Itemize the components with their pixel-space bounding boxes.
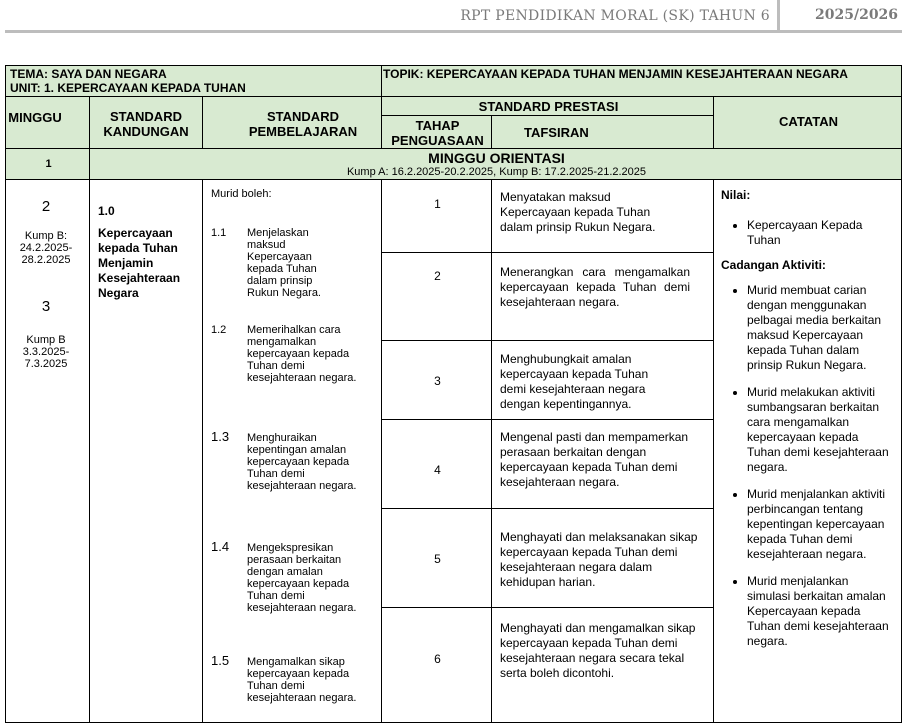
sk-number: 1.0 bbox=[98, 204, 115, 218]
sp-item-number: 1.3 bbox=[211, 429, 230, 444]
aktiviti-list bbox=[721, 283, 893, 661]
week-2-number: 2 bbox=[41, 198, 51, 215]
tema-text: TEMA: SAYA DAN NEGARA bbox=[10, 67, 167, 81]
tp-level-cell bbox=[381, 508, 492, 608]
page-header bbox=[0, 0, 902, 34]
nilai-label: Nilai: bbox=[721, 188, 751, 202]
col-prestasi-label: STANDARD PRESTASI bbox=[478, 99, 619, 114]
sp-item-number: 1.5 bbox=[211, 653, 230, 668]
aktiviti-item: • Murid menjalankan aktiviti perbincangan tentang kepentingan kepercayaan kepada Tuhan demi kesejahteraan negara. bbox=[747, 487, 893, 562]
sp-item-number: 1.4 bbox=[211, 539, 230, 554]
aktiviti-item: • Murid melakukan aktiviti sumbangsaran berkaitan cara mengamalkan kepercayaan kepada Tuhan demi kesejahteraan negara. bbox=[747, 385, 893, 475]
tp-desc-cell bbox=[491, 179, 714, 253]
sk-title: Kepercayaan kepada Tuhan Menjamin Kesejahteraan Negara bbox=[98, 226, 181, 300]
topik-cell bbox=[381, 65, 902, 97]
minggu-cell bbox=[5, 179, 90, 723]
col-minggu-label: MINGGU bbox=[8, 110, 62, 125]
orientasi-dates: Kump A: 16.2.2025-20.2.2025, Kump B: 17.2.2025-21.2.2025 bbox=[346, 166, 647, 178]
aktiviti-label: Cadangan Aktiviti: bbox=[721, 258, 826, 272]
nilai-list bbox=[721, 218, 891, 260]
tp-desc-cell bbox=[491, 340, 714, 420]
tema-cell bbox=[5, 65, 382, 97]
tp-desc-cell bbox=[491, 508, 714, 608]
tp-level: 2 bbox=[434, 269, 441, 283]
rpt-table bbox=[5, 65, 902, 723]
tp-level: 4 bbox=[434, 463, 441, 477]
tp-desc-cell bbox=[491, 607, 714, 723]
tp-desc-cell bbox=[491, 419, 714, 509]
aktiviti-item: • Murid membuat carian dengan menggunakan pelbagai media berkaitan maksud Kepercayaan kepada Tuhan dalam prinsip Rukun Negara. bbox=[747, 283, 893, 373]
tp-level-cell bbox=[381, 252, 492, 341]
tp-level: 3 bbox=[434, 374, 441, 388]
tp-desc: Menyatakan maksud Kepercayaan kepada Tuhan dalam prinsip Rukun Negara. bbox=[500, 190, 656, 234]
tp-desc: Menerangkan cara mengamalkan kepercayaan kepada Tuhan demi kesejahteraan negara. bbox=[500, 265, 690, 309]
col-tafsiran-header bbox=[491, 115, 714, 149]
col-tahap-header bbox=[381, 115, 492, 149]
week-2-dates: Kump B: 24.2.2025- 28.2.2025 bbox=[19, 230, 73, 266]
tp-level: 6 bbox=[434, 652, 441, 666]
col-prestasi-header bbox=[381, 96, 714, 116]
orientasi-title: MINGGU ORIENTASI bbox=[428, 150, 565, 166]
tp-level: 5 bbox=[434, 552, 441, 566]
catatan-cell bbox=[713, 179, 902, 723]
nilai-item: • Kepercayaan Kepada Tuhan bbox=[747, 218, 891, 248]
col-sp-label: STANDARD PEMBELAJARAN bbox=[248, 109, 358, 139]
sp-item-text: Mengekspresikan perasaan berkaitan dengan amalan kepercayaan kepada Tuhan demi kesejahteraan negara. bbox=[247, 542, 357, 614]
tp-level-cell bbox=[381, 179, 492, 253]
sk-cell bbox=[89, 179, 203, 723]
col-tahap-label: TAHAP PENGUASAAN bbox=[391, 118, 484, 148]
tp-desc: Menghubungkait amalan kepercayaan kepada Tuhan demi kesejahteraan negara dengan kepentingannya. bbox=[500, 352, 649, 411]
week-3-number: 3 bbox=[41, 298, 51, 315]
tp-desc: Mengenal pasti dan mempamerkan perasaan berkaitan dengan kepercayaan kepada Tuhan demi kesejahteraan negara. bbox=[500, 430, 689, 489]
sp-item-text: Memerihalkan cara mengamalkan kepercayaan kepada Tuhan demi kesejahteraan negara. bbox=[247, 324, 357, 384]
orientasi-week: 1 bbox=[45, 158, 52, 170]
tp-desc: Menghayati dan melaksanakan sikap kepercayaan kepada Tuhan demi kesejahteraan negara dalam kehidupan harian. bbox=[500, 530, 698, 589]
aktiviti-item: • Murid menjalankan simulasi berkaitan amalan Kepercayaan kepada Tuhan demi kesejahteraan negara. bbox=[747, 574, 893, 649]
orientasi-cell bbox=[89, 148, 902, 180]
col-minggu-header bbox=[5, 96, 90, 149]
sp-item-text: Menghuraikan kepentingan amalan kepercayaan kepada Tuhan demi kesejahteraan negara. bbox=[247, 432, 357, 492]
tp-level-cell bbox=[381, 340, 492, 420]
document-year: 2025/2026 bbox=[815, 7, 899, 23]
header-rule bbox=[5, 30, 902, 33]
tp-desc-cell bbox=[491, 252, 714, 341]
col-tafsiran-label: TAFSIRAN bbox=[524, 125, 589, 140]
document-title: RPT PENDIDIKAN MORAL (SK) TAHUN 6 bbox=[460, 8, 770, 24]
col-sp-header bbox=[202, 96, 382, 149]
tp-desc: Menghayati dan mengamalkan sikap kepercayaan kepada Tuhan demi kesejahteraan negara secara tekal serta boleh dicontohi. bbox=[500, 621, 696, 680]
sp-intro: Murid boleh: bbox=[211, 188, 272, 200]
col-catatan-label: CATATAN bbox=[779, 114, 838, 129]
col-catatan-header bbox=[713, 96, 902, 149]
topik-text: TOPIK: KEPERCAYAAN KEPADA TUHAN MENJAMIN KESEJAHTERAAN NEGARA bbox=[383, 67, 848, 81]
col-sk-label: STANDARD KANDUNGAN bbox=[103, 109, 189, 139]
sp-item-text: Mengamalkan sikap kepercayaan kepada Tuhan demi kesejahteraan negara. bbox=[247, 656, 357, 704]
orientasi-week-cell bbox=[5, 148, 90, 180]
tp-level-cell bbox=[381, 419, 492, 509]
sp-item-number: 1.1 bbox=[211, 227, 227, 239]
sp-cell bbox=[202, 179, 382, 723]
sp-item-text: Menjelaskan maksud Kepercayaan kepada Tuhan dalam prinsip Rukun Negara. bbox=[247, 227, 321, 299]
col-sk-header bbox=[89, 96, 203, 149]
tp-level-cell bbox=[381, 607, 492, 723]
header-divider bbox=[777, 0, 780, 30]
unit-text: UNIT: 1. KEPERCAYAAN KEPADA TUHAN bbox=[10, 81, 246, 95]
week-3-dates: Kump B 3.3.2025- 7.3.2025 bbox=[22, 334, 70, 370]
sp-item-number: 1.2 bbox=[211, 324, 227, 336]
tp-level: 1 bbox=[434, 197, 441, 211]
